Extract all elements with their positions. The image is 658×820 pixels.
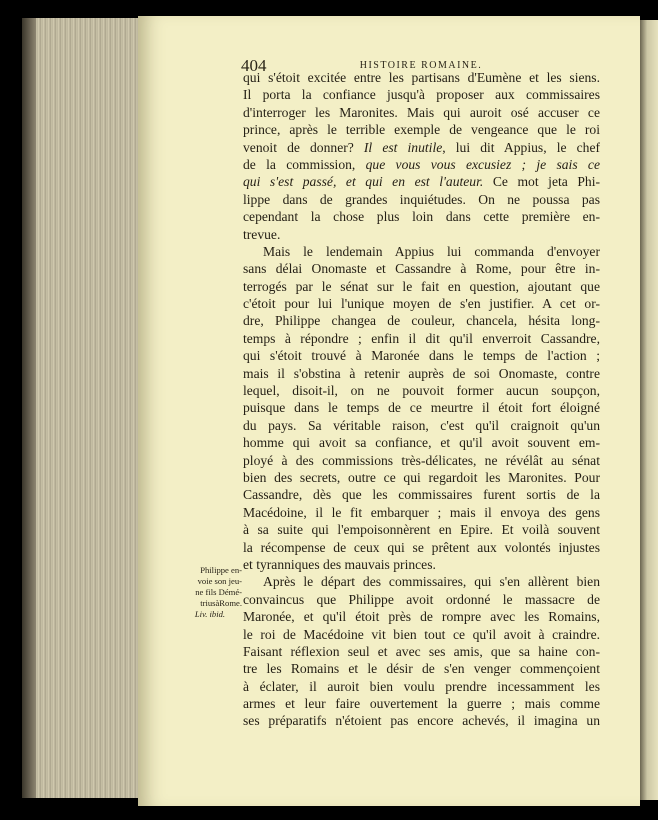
text-segment: temps à répondre ; enfin il dit qu'il enverroit Cassandre, [243, 330, 600, 346]
text-segment: dre, Philippe changea de couleur, chancela, hésita long- [243, 313, 600, 329]
text-line [243, 312, 600, 329]
text-segment: Cassandre, dès que les commissaires furent sortis de la [243, 487, 600, 503]
text-segment: armes et leur faire ouvertement la guerre ; mais comme [243, 696, 600, 712]
text-line [243, 156, 600, 173]
text-line [243, 712, 600, 729]
text-segment: c'étoit pour lui l'unique moyen de s'en justifier. A cet or- [243, 296, 600, 312]
text-line [243, 504, 600, 521]
text-line [243, 69, 600, 86]
text-line [243, 121, 600, 138]
page-number: 404 [241, 56, 267, 75]
text-segment: du pays. Sa véritable raison, c'est qu'il craignoit qu'un [243, 417, 600, 433]
text-line [243, 295, 600, 312]
text-line [243, 260, 600, 277]
text-segment: d'interroger les Maronites. Mais qui auroit osé accuser ce [243, 104, 600, 120]
text-line [243, 208, 600, 225]
text-line [243, 191, 600, 208]
italic-text: qui s'est passé, et qui en est l'auteur. [243, 174, 484, 190]
text-segment: trevue. [243, 226, 281, 242]
text-line [243, 382, 600, 399]
book-spine-shadow [22, 18, 36, 798]
text-line [243, 608, 600, 625]
text-segment: Mais le lendemain Appius lui commanda d'envoyer [263, 243, 600, 259]
text-segment: à éclater, il auroit bien voulu prendre incessamment les [243, 678, 600, 694]
text-segment: lippe dans de grandes inquiétudes. On ne poussa pas [243, 191, 600, 207]
italic-text: que vous vous excusiez ; je sais ce [365, 156, 600, 172]
text-segment: la récompense de ceux qui se prêtent aux volontés injustes [243, 539, 600, 555]
text-line [243, 678, 600, 695]
text-segment: convaincus que Philippe avoit ordonné le massacre de [243, 591, 600, 607]
text-segment: qui s'étoit excitée entre les partisans d'Eumène et les siens. [243, 70, 600, 85]
text-segment: Macédoine, il le fit embarquer ; mais il envoya des gens [243, 504, 600, 520]
text-line [243, 539, 600, 556]
text-line [243, 347, 600, 364]
facing-page-edge [640, 20, 658, 800]
text-line [243, 643, 600, 660]
body-text [243, 69, 600, 730]
text-segment: et tyranniques des mauvais princes. [243, 556, 436, 572]
text-segment: lequel, disoit-il, on ne pouvoit former aucun soupçon, [243, 383, 600, 399]
margin-note-line: Philippe en- [200, 565, 242, 575]
text-segment: ployé à des commissions très-délicates, ne révélât au sénat [243, 452, 600, 468]
margin-note-line: voie son jeu- [197, 576, 242, 586]
text-segment: qui s'étoit trouvé à Maronée dans le temps de l'action ; [243, 348, 600, 364]
text-line [243, 486, 600, 503]
text-line [243, 591, 600, 608]
text-segment: à sa suite qui l'empoisonnèrent en Epire. Et voilà souvent [243, 522, 600, 538]
text-segment: le roi de Macédoine vit bien tout ce qu'il avoit à craindre. [243, 626, 600, 642]
text-line [243, 330, 600, 347]
italic-text: Il est inutile [363, 139, 443, 155]
text-line [243, 452, 600, 469]
text-segment: cependant la chose plus loin dans cette première en- [243, 209, 600, 225]
margin-note-reference: Liv. ibid. [194, 609, 226, 619]
text-segment: venoit de donner? [243, 139, 364, 155]
text-segment: de la commission, [243, 156, 366, 172]
text-line [243, 226, 600, 243]
text-line [243, 86, 600, 103]
text-segment: Maronée, et qu'il étoit près de rompre avec les Romains, [243, 609, 600, 625]
text-line [243, 469, 600, 486]
text-line [243, 556, 600, 573]
text-segment: tre les Romains et le désir de s'en venger commençoient [243, 661, 600, 677]
text-line [243, 139, 600, 156]
text-line [243, 417, 600, 434]
text-line [243, 243, 600, 260]
text-segment: mais il s'obstina à retenir auprès de soi Onomaste, contre [243, 365, 600, 381]
text-segment: bien des secrets, outre ce qui regardoit les Maronites. Pour [243, 469, 600, 485]
running-title: HISTOIRE ROMAINE. [359, 60, 483, 71]
text-segment: Faisant réflexion seul et avec ses amis, que sa haine con- [243, 643, 600, 659]
text-line [243, 399, 600, 416]
text-segment: Il porta la confiance jusqu'à proposer aux commissaires [243, 87, 600, 103]
text-segment: terrogés par le sénat sur le fait en question, ajoutant que [243, 278, 600, 294]
text-line [243, 104, 600, 121]
text-line [243, 695, 600, 712]
text-line [243, 365, 600, 382]
text-line [243, 626, 600, 643]
text-line [243, 573, 600, 590]
text-segment: prince, après le terrible exemple de vengeance que le roi [243, 122, 600, 138]
text-line [243, 521, 600, 538]
margin-note-line: ne fils Démé- [195, 587, 242, 597]
margin-note [178, 565, 242, 620]
text-line [243, 434, 600, 451]
text-segment: Ce mot jeta Phi- [483, 174, 600, 190]
margin-note-line: triusàRome. [200, 598, 242, 608]
text-segment: homme qui avoit sa confiance, et qu'il avoit souvent em- [243, 435, 600, 451]
text-line [243, 173, 600, 190]
page-edges [22, 18, 142, 798]
text-segment: Après le départ des commissaires, qui s'en allèrent bien [263, 574, 600, 590]
text-segment: , lui dit Appius, le chef [442, 139, 600, 155]
text-segment: ses préparatifs n'étoient pas encore achevés, il imagina un [243, 713, 600, 729]
text-line [243, 278, 600, 295]
text-segment: puisque dans le temps de ce meurtre il étoit fort éloigné [243, 400, 600, 416]
text-segment: sans délai Onomaste et Cassandre à Rome, pour être in- [243, 261, 600, 277]
text-line [243, 660, 600, 677]
